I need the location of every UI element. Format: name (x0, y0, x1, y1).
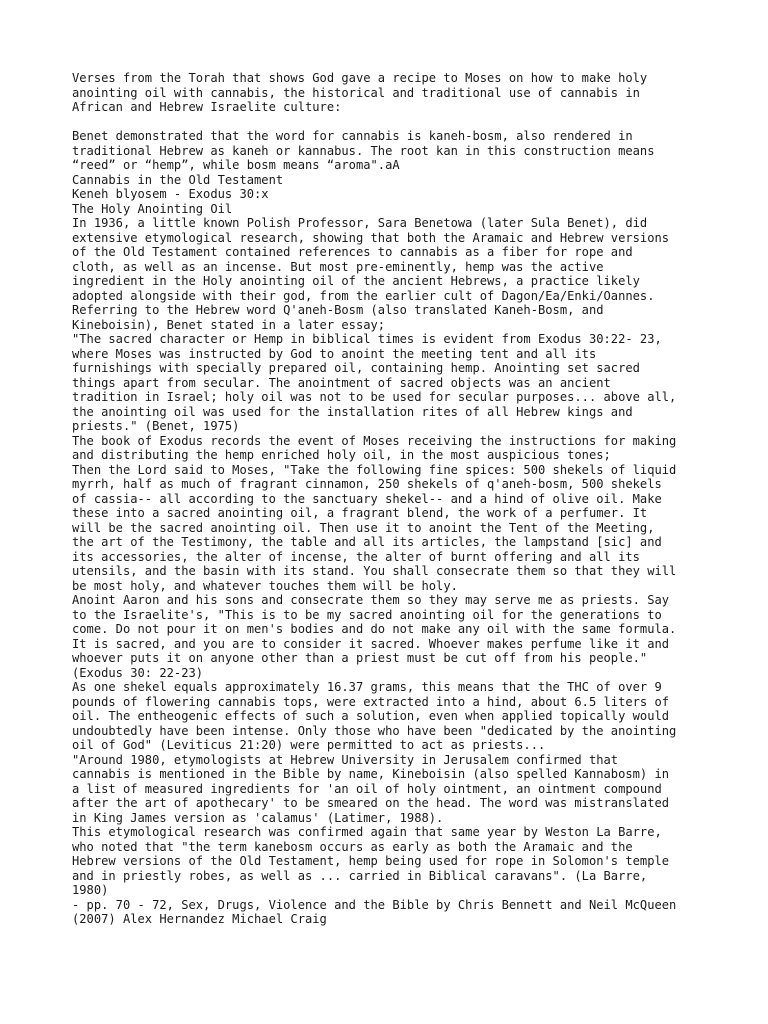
line: Referring to the Hebrew word Q'aneh-Bosm (also translated Kaneh-Bosm, and (72, 303, 604, 317)
line: Benet demonstrated that the word for cannabis is kaneh-bosm, also rendered in (72, 129, 633, 143)
line: priests." (Benet, 1975) (72, 419, 240, 433)
line: a list of measured ingredients for 'an oil of holy ointment, an ointment compound (72, 781, 662, 796)
line: the art of the Testimony, the table and all its articles, the lampstand [sic] and (72, 535, 662, 549)
line: whoever puts it on anyone other than a priest must be cut off from his people." (72, 651, 648, 665)
line: its accessories, the alter of incense, the alter of burnt offering and all its (72, 549, 640, 564)
line: Keneh blyosem - Exodus 30:x (72, 187, 269, 201)
line: pounds of flowering cannabis tops, were extracted into a hind, about 6.5 liters of (72, 694, 670, 709)
line: oil. The entheogenic effects of such a solution, even when applied topically would (72, 709, 670, 723)
line: be most holy, and whatever touches them will be holy. (72, 578, 458, 593)
document-page (72, 71, 762, 927)
line: (2007) Alex Hernandez Michael Craig (72, 912, 327, 926)
line: will be the sacred anointing oil. Then use it to anoint the Tent of the Meeting, (72, 520, 655, 535)
line: these into a sacred anointing oil, a fragrant blend, the work of a perfumer. It (72, 506, 648, 520)
line (72, 115, 762, 130)
line: to the Israelite's, "This is to be my sacred anointing oil for the generations to (72, 607, 662, 622)
line: “reed” or “hemp”, while bosm means “aroma".aA (72, 158, 400, 172)
line: myrrh, half as much of fragrant cinnamon, 250 shekels of q'aneh-bosm, 500 shekels (72, 477, 662, 491)
line: The book of Exodus records the event of Moses receiving the instructions for making (72, 433, 677, 448)
line: (Exodus 30: 22-23) (72, 665, 204, 680)
line: Cannabis in the Old Testament (72, 172, 284, 187)
line: African and Hebrew Israelite culture: (72, 100, 342, 114)
line: Then the Lord said to Moses, "Take the following fine spices: 500 shekels of liquid (72, 462, 677, 477)
line: and distributing the hemp enriched holy oil, in the most auspicious tones; (72, 448, 611, 462)
line: cloth, as well as an incense. But most pre-eminently, hemp was the active (72, 259, 604, 274)
line: oil of God" (Leviticus 21:20) were permitted to act as priests... (72, 738, 546, 752)
line: The Holy Anointing Oil (72, 201, 233, 216)
line: and in priestly robes, as well as ... carried in Biblical caravans". (La Barre, (72, 868, 648, 883)
line: cannabis is mentioned in the Bible by name, Kineboisin (also spelled Kannabosm) in (72, 767, 670, 781)
line: It is sacred, and you are to consider it sacred. Whoever makes perfume like it and (72, 636, 670, 651)
line: - pp. 70 - 72, Sex, Drugs, Violence and the Bible by Chris Bennett and Neil McQueen (72, 897, 677, 912)
line: undoubtedly have been intense. Only those who have been "dedicated by the anointing (72, 723, 677, 738)
line: "The sacred character or Hemp in biblical times is evident from Exodus 30:22- 23, (72, 332, 662, 346)
line: of cassia-- all according to the sanctuary shekel-- and a hind of olive oil. Make (72, 491, 662, 506)
line: This etymological research was confirmed again that same year by Weston La Barre, (72, 825, 662, 839)
line: furnishings with specially prepared oil, containing hemp. Anointing set sacred (72, 361, 640, 375)
line: tradition in Israel; holy oil was not to be used for secular purposes... above all, (72, 390, 677, 404)
line: 1980) (72, 883, 109, 897)
line: Verses from the Torah that shows God gave a recipe to Moses on how to make holy (72, 71, 648, 85)
line: utensils, and the basin with its stand. You shall consecrate them so that they will (72, 564, 677, 578)
line: extensive etymological research, showing that both the Aramaic and Hebrew versions (72, 230, 670, 245)
line: In 1936, a little known Polish Professor, Sara Benetowa (later Sula Benet), did (72, 216, 648, 230)
line: come. Do not pour it on men's bodies and do not make any oil with the same formula. (72, 622, 677, 636)
line: Anoint Aaron and his sons and consecrate them so they may serve me as priests. Say (72, 593, 670, 607)
line: adopted alongside with their god, from the earlier cult of Dagon/Ea/Enki/Oannes. (72, 288, 655, 303)
line: after the art of apothecary' to be smeared on the head. The word was mistranslated (72, 796, 670, 810)
line: where Moses was instructed by God to anoint the meeting tent and all its (72, 346, 597, 361)
line: Kineboisin), Benet stated in a later essay; (72, 317, 386, 332)
line: things apart from secular. The anointment of sacred objects was an ancient (72, 375, 611, 390)
line: of the Old Testament contained references to cannabis as a fiber for rope and (72, 245, 633, 259)
line: anointing oil with cannabis, the historical and traditional use of cannabis in (72, 85, 640, 100)
line: traditional Hebrew as kaneh or kannabus. The root kan in this construction means (72, 143, 655, 158)
line: the anointing oil was used for the installation rites of all Hebrew kings and (72, 404, 633, 419)
line: As one shekel equals approximately 16.37 grams, this means that the THC of over 9 (72, 680, 662, 694)
line: in King James version as 'calamus' (Latimer, 1988). (72, 810, 444, 825)
line: who noted that "the term kanebosm occurs as early as both the Aramaic and the (72, 839, 633, 854)
line: "Around 1980, etymologists at Hebrew University in Jerusalem confirmed that (72, 752, 619, 767)
line: ingredient in the Holy anointing oil of the ancient Hebrews, a practice likely (72, 274, 640, 288)
line: Hebrew versions of the Old Testament, hemp being used for rope in Solomon's temple (72, 854, 670, 868)
